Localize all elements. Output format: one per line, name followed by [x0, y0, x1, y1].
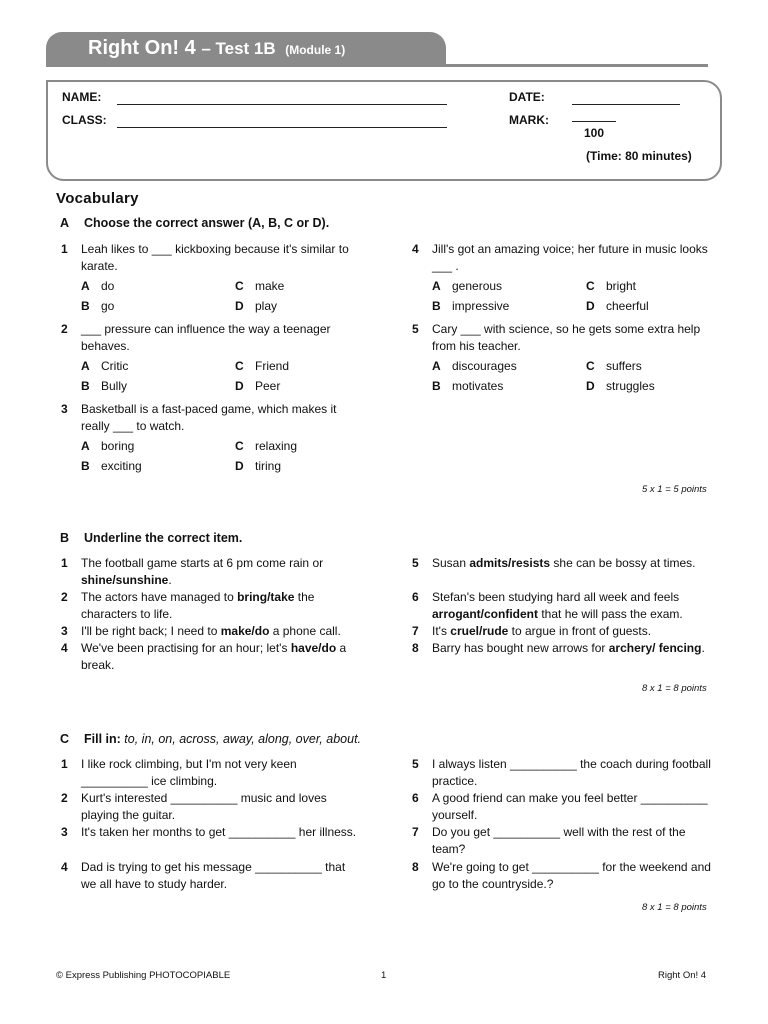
gap-sentence[interactable]: I always listen __________ the coach during football practice.	[432, 757, 711, 788]
part-a-points: 5 x 1 = 5 points	[642, 484, 707, 495]
item-b-2: 2 The actors have managed to bring/take the characters to life.	[61, 590, 315, 621]
item-c-5: 5 I always listen __________ the coach during football practice.	[412, 757, 711, 788]
title-main: Right On! 4	[88, 37, 196, 59]
question-number: 1	[61, 242, 68, 256]
item-b-4: 4 We've been practising for an hour; let's have/do a break.	[61, 641, 347, 672]
option-b[interactable]: B Bully	[81, 379, 128, 393]
option-a[interactable]: A discourages	[432, 359, 517, 373]
section-title: Vocabulary	[56, 190, 139, 207]
item-b-3: 3 I'll be right back; I need to make/do a phone call.	[61, 624, 341, 638]
part-a-letter: A	[60, 216, 70, 230]
option-d[interactable]: D Peer	[235, 379, 281, 393]
time-limit: (Time: 80 minutes)	[586, 149, 692, 163]
choice-pair[interactable]: shine/sunshine	[81, 573, 169, 587]
item-c-2: 2 Kurt's interested __________ music and loves playing the guitar.	[61, 790, 361, 824]
choice-pair[interactable]: make/do	[220, 624, 270, 638]
footer-book-title: Right On! 4	[658, 970, 707, 981]
mark-field[interactable]	[572, 110, 616, 122]
choice-pair[interactable]: archery/ fencing	[608, 641, 702, 655]
word-bank: to, in, on, across, away, along, over, about.	[124, 732, 362, 746]
question-a-5	[412, 321, 712, 395]
mark-total: 100	[584, 126, 605, 140]
question-number: 2	[61, 322, 68, 336]
gap-sentence[interactable]: Kurt's interested __________ music and loves playing the guitar.	[81, 791, 327, 822]
name-label: NAME:	[62, 90, 102, 104]
mark-label: MARK:	[509, 113, 549, 127]
option-c[interactable]: C Friend	[235, 359, 290, 373]
option-c[interactable]: C suffers	[586, 359, 642, 373]
choice-pair[interactable]: arrogant/confident	[432, 607, 539, 621]
class-label: CLASS:	[62, 113, 107, 127]
question-a-4	[412, 241, 712, 315]
option-d[interactable]: D play	[235, 299, 278, 313]
question-stem: Leah likes to ___ kickboxing because it's similar to karate.	[81, 242, 349, 273]
choice-pair[interactable]: bring/take	[237, 590, 295, 604]
option-d[interactable]: D struggles	[586, 379, 655, 393]
page-title	[88, 35, 345, 63]
question-a-1	[61, 241, 361, 315]
part-c-letter: C	[60, 732, 70, 746]
item-b-5: 5 Susan admits/resists she can be bossy at times.	[412, 556, 696, 570]
question-number: 4	[412, 242, 419, 256]
header-rule	[46, 64, 708, 67]
question-stem: ___ pressure can influence the way a teenager behaves.	[81, 322, 331, 353]
option-d[interactable]: D cheerful	[586, 299, 649, 313]
part-a-instruction	[60, 216, 329, 230]
date-field[interactable]	[572, 93, 680, 105]
choice-pair[interactable]: admits/resists	[469, 556, 551, 570]
choice-pair[interactable]: have/do	[290, 641, 337, 655]
part-a-instruction-text: Choose the correct answer (A, B, C or D).	[84, 216, 330, 230]
gap-sentence[interactable]: We're going to get __________ for the weekend and go to the countryside.?	[432, 860, 711, 891]
gap-sentence[interactable]: A good friend can make you feel better __________ yourself.	[432, 791, 708, 822]
footer-copyright: © Express Publishing PHOTOCOPIABLE	[56, 970, 231, 981]
gap-sentence[interactable]: It's taken her months to get __________ her illness.	[81, 825, 357, 839]
item-c-3: 3 It's taken her months to get __________ her illness.	[61, 824, 361, 841]
item-b-6: 6 Stefan's been studying hard all week and feels arrogant/confident that he will pass the exam.	[412, 590, 683, 621]
title-test: – Test 1B	[201, 39, 276, 58]
gap-sentence[interactable]: I like rock climbing, but I'm not very keen __________ ice climbing.	[81, 757, 297, 788]
part-c-instruction-label: Fill in:	[84, 732, 121, 746]
part-b-instruction	[60, 531, 242, 545]
question-a-3	[61, 401, 361, 475]
item-c-4: 4 Dad is trying to get his message __________ that we all have to study harder.	[61, 859, 361, 893]
option-d[interactable]: D tiring	[235, 459, 282, 473]
option-a[interactable]: A generous	[432, 279, 503, 293]
option-a[interactable]: A boring	[81, 439, 135, 453]
option-b[interactable]: B exciting	[81, 459, 142, 473]
footer-page-number: 1	[381, 970, 387, 981]
part-b-points: 8 x 1 = 8 points	[642, 683, 707, 694]
choice-pair[interactable]: cruel/rude	[450, 624, 509, 638]
part-b-instruction-text: Underline the correct item.	[84, 531, 243, 545]
option-c[interactable]: C bright	[586, 279, 637, 293]
class-field[interactable]	[117, 116, 447, 128]
option-c[interactable]: C make	[235, 279, 285, 293]
item-c-7: 7 Do you get __________ well with the rest of the team?	[412, 824, 712, 858]
question-stem: Cary ___ with science, so he gets some extra help from his teacher.	[432, 322, 701, 353]
item-b-1: 1 The football game starts at 6 pm come rain or shine/sunshine.	[61, 556, 324, 587]
option-a[interactable]: A Critic	[81, 359, 129, 373]
question-number: 5	[412, 322, 419, 336]
option-b[interactable]: B impressive	[432, 299, 510, 313]
item-c-8: 8 We're going to get __________ for the weekend and go to the countryside.?	[412, 860, 711, 891]
item-c-6: 6 A good friend can make you feel better __________ yourself.	[412, 790, 712, 824]
part-c-instruction	[60, 732, 361, 746]
question-a-2	[61, 321, 361, 395]
item-c-1: 1 I like rock climbing, but I'm not very keen __________ ice climbing.	[61, 756, 361, 790]
title-module: (Module 1)	[285, 43, 346, 57]
option-b[interactable]: B motivates	[432, 379, 504, 393]
part-c-points: 8 x 1 = 8 points	[642, 902, 707, 913]
date-label: DATE:	[509, 90, 545, 104]
item-b-7: 7 It's cruel/rude to argue in front of guests.	[412, 624, 652, 638]
option-a[interactable]: A do	[81, 279, 115, 293]
question-number: 3	[61, 402, 68, 416]
gap-sentence[interactable]: Dad is trying to get his message __________ that we all have to study harder.	[81, 860, 346, 891]
question-stem: Basketball is a fast-paced game, which makes it really ___ to watch.	[81, 402, 337, 433]
name-field[interactable]	[117, 93, 447, 105]
option-c[interactable]: C relaxing	[235, 439, 298, 453]
question-stem: Jill's got an amazing voice; her future in music looks ___ .	[432, 242, 708, 273]
part-b-letter: B	[60, 531, 70, 545]
gap-sentence[interactable]: Do you get __________ well with the rest of the team?	[432, 825, 686, 856]
item-b-8: 8 Barry has bought new arrows for archery/ fencing.	[412, 641, 705, 655]
option-b[interactable]: B go	[81, 299, 115, 313]
